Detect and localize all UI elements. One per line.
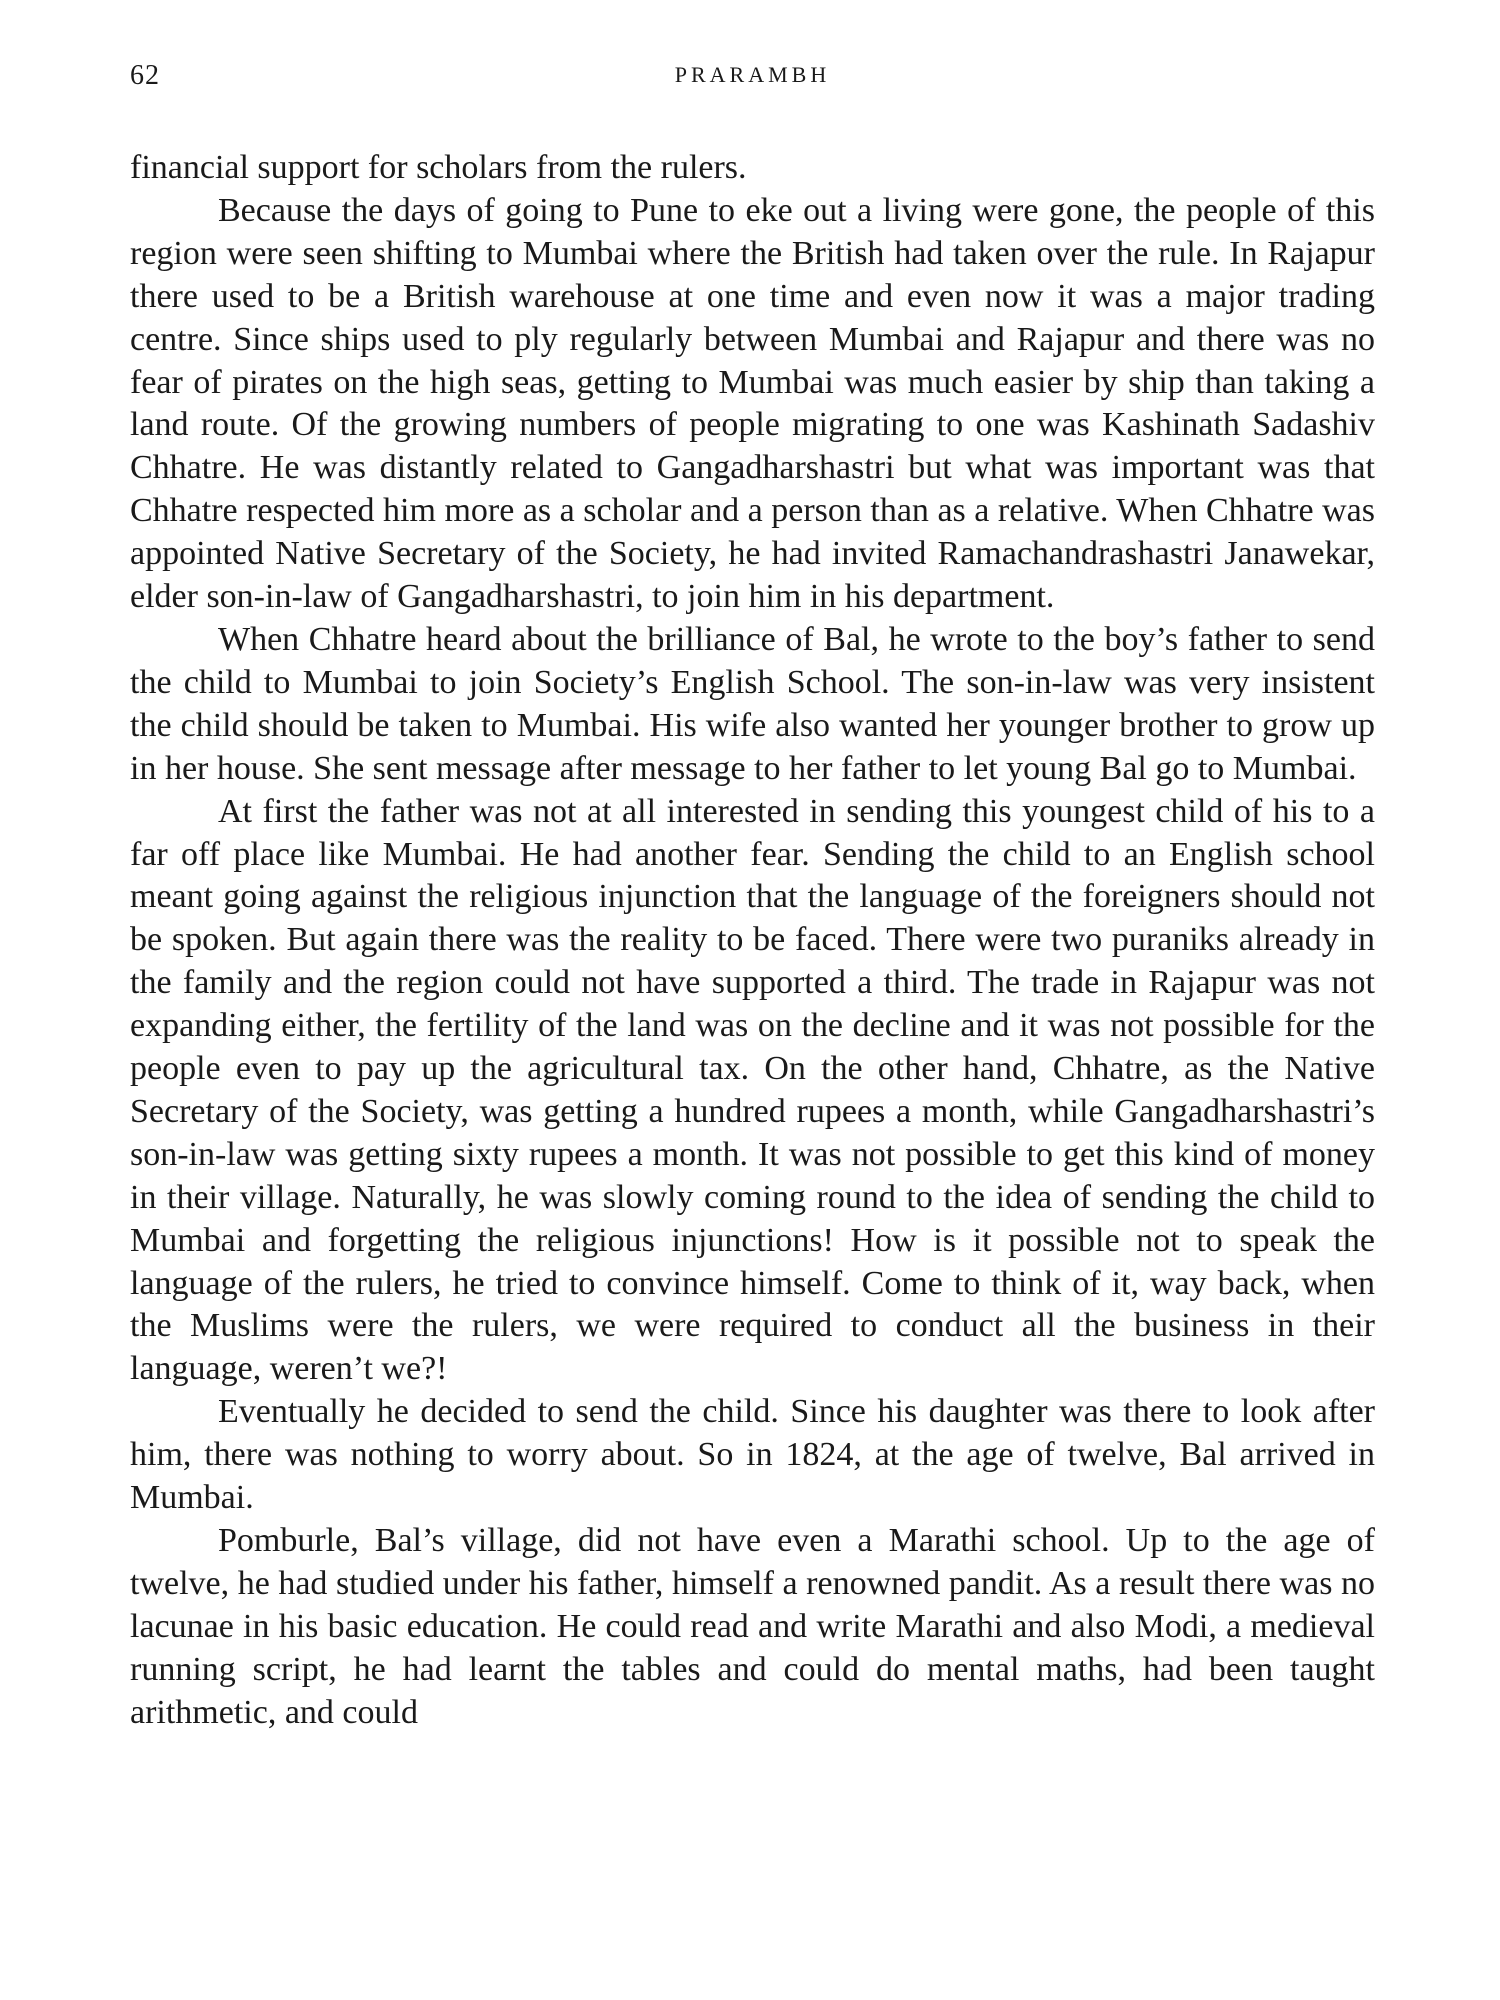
- running-title: PRARAMBH: [674, 62, 831, 87]
- paragraph-decision: Eventually he decided to send the child. Since his daughter was there to look after him, there was nothing to worry about. So in 1824, at the age of twelve, Bal arrived in Mumbai.: [130, 1393, 1375, 1517]
- paragraph-father-fear: At first the father was not at all interested in sending this youngest child of his to a far off place like Mumbai. He had another fear. Sending the child to an English school meant going against the religious injunction that the language of the foreigners should not be spoken. But again there was the reality to be faced. There were two puraniks already in the family and the region could not have supported a third. The trade in Rajapur was not expanding either, the fertility of the land was on the decline and it was not possible for the people even to pay up the agricultural tax. On the other hand, Chhatre, as the Native Secretary of the Society, was getting a hundred rupees a month, while Gangadharshastri’s son-in-law was getting sixty rupees a month. It was not possible to get this kind of money in their village. Naturally, he was slowly coming round to the idea of sending the child to Mumbai and forgetting the religious injunctions! How is it possible not to speak the language of the rulers, he tried to convince himself. Come to think of it, way back, when the Muslims were the rulers, we were required to conduct all the business in their language, weren’t we?!: [130, 792, 1375, 1388]
- page-number: 62: [130, 60, 160, 91]
- body-text: [130, 147, 1375, 1735]
- paragraph-continuation: financial support for scholars from the rulers.: [130, 149, 747, 186]
- paragraph-migration: Because the days of going to Pune to eke out a living were gone, the people of this region were seen shifting to Mumbai where the British had taken over the rule. In Rajapur there used to be a British warehouse at one time and even now it was a major trading centre. Since ships used to ply regularly between Mumbai and Rajapur and there was no fear of pirates on the high seas, getting to Mumbai was much easier by ship than taking a land route. Of the growing numbers of people migrating to one was Kashinath Sadashiv Chhatre. He was distantly related to Gangadharshastri but what was important was that Chhatre respected him more as a scholar and a person than as a relative. When Chhatre was appointed Native Secretary of the Society, he had invited Ramachandrashastri Janawekar, elder son-in-law of Gangadharshastri, to join him in his department.: [130, 191, 1375, 616]
- paragraph-education: Pomburle, Bal’s village, did not have even a Marathi school. Up to the age of twelve, he had studied under his father, himself a renowned pandit. As a result there was no lacunae in his basic education. He could read and write Marathi and also Modi, a medieval running script, he had learnt the tables and could do mental maths, had been taught arithmetic, and could: [130, 1522, 1375, 1731]
- running-head: [130, 60, 1375, 100]
- paragraph-chhatre-letter: When Chhatre heard about the brilliance of Bal, he wrote to the boy’s father to send the child to Mumbai to join Society’s English School. The son-in-law was very insistent the child should be taken to Mumbai. His wife also wanted her younger brother to grow up in her house. She sent message after message to her father to let young Bal go to Mumbai.: [130, 620, 1375, 787]
